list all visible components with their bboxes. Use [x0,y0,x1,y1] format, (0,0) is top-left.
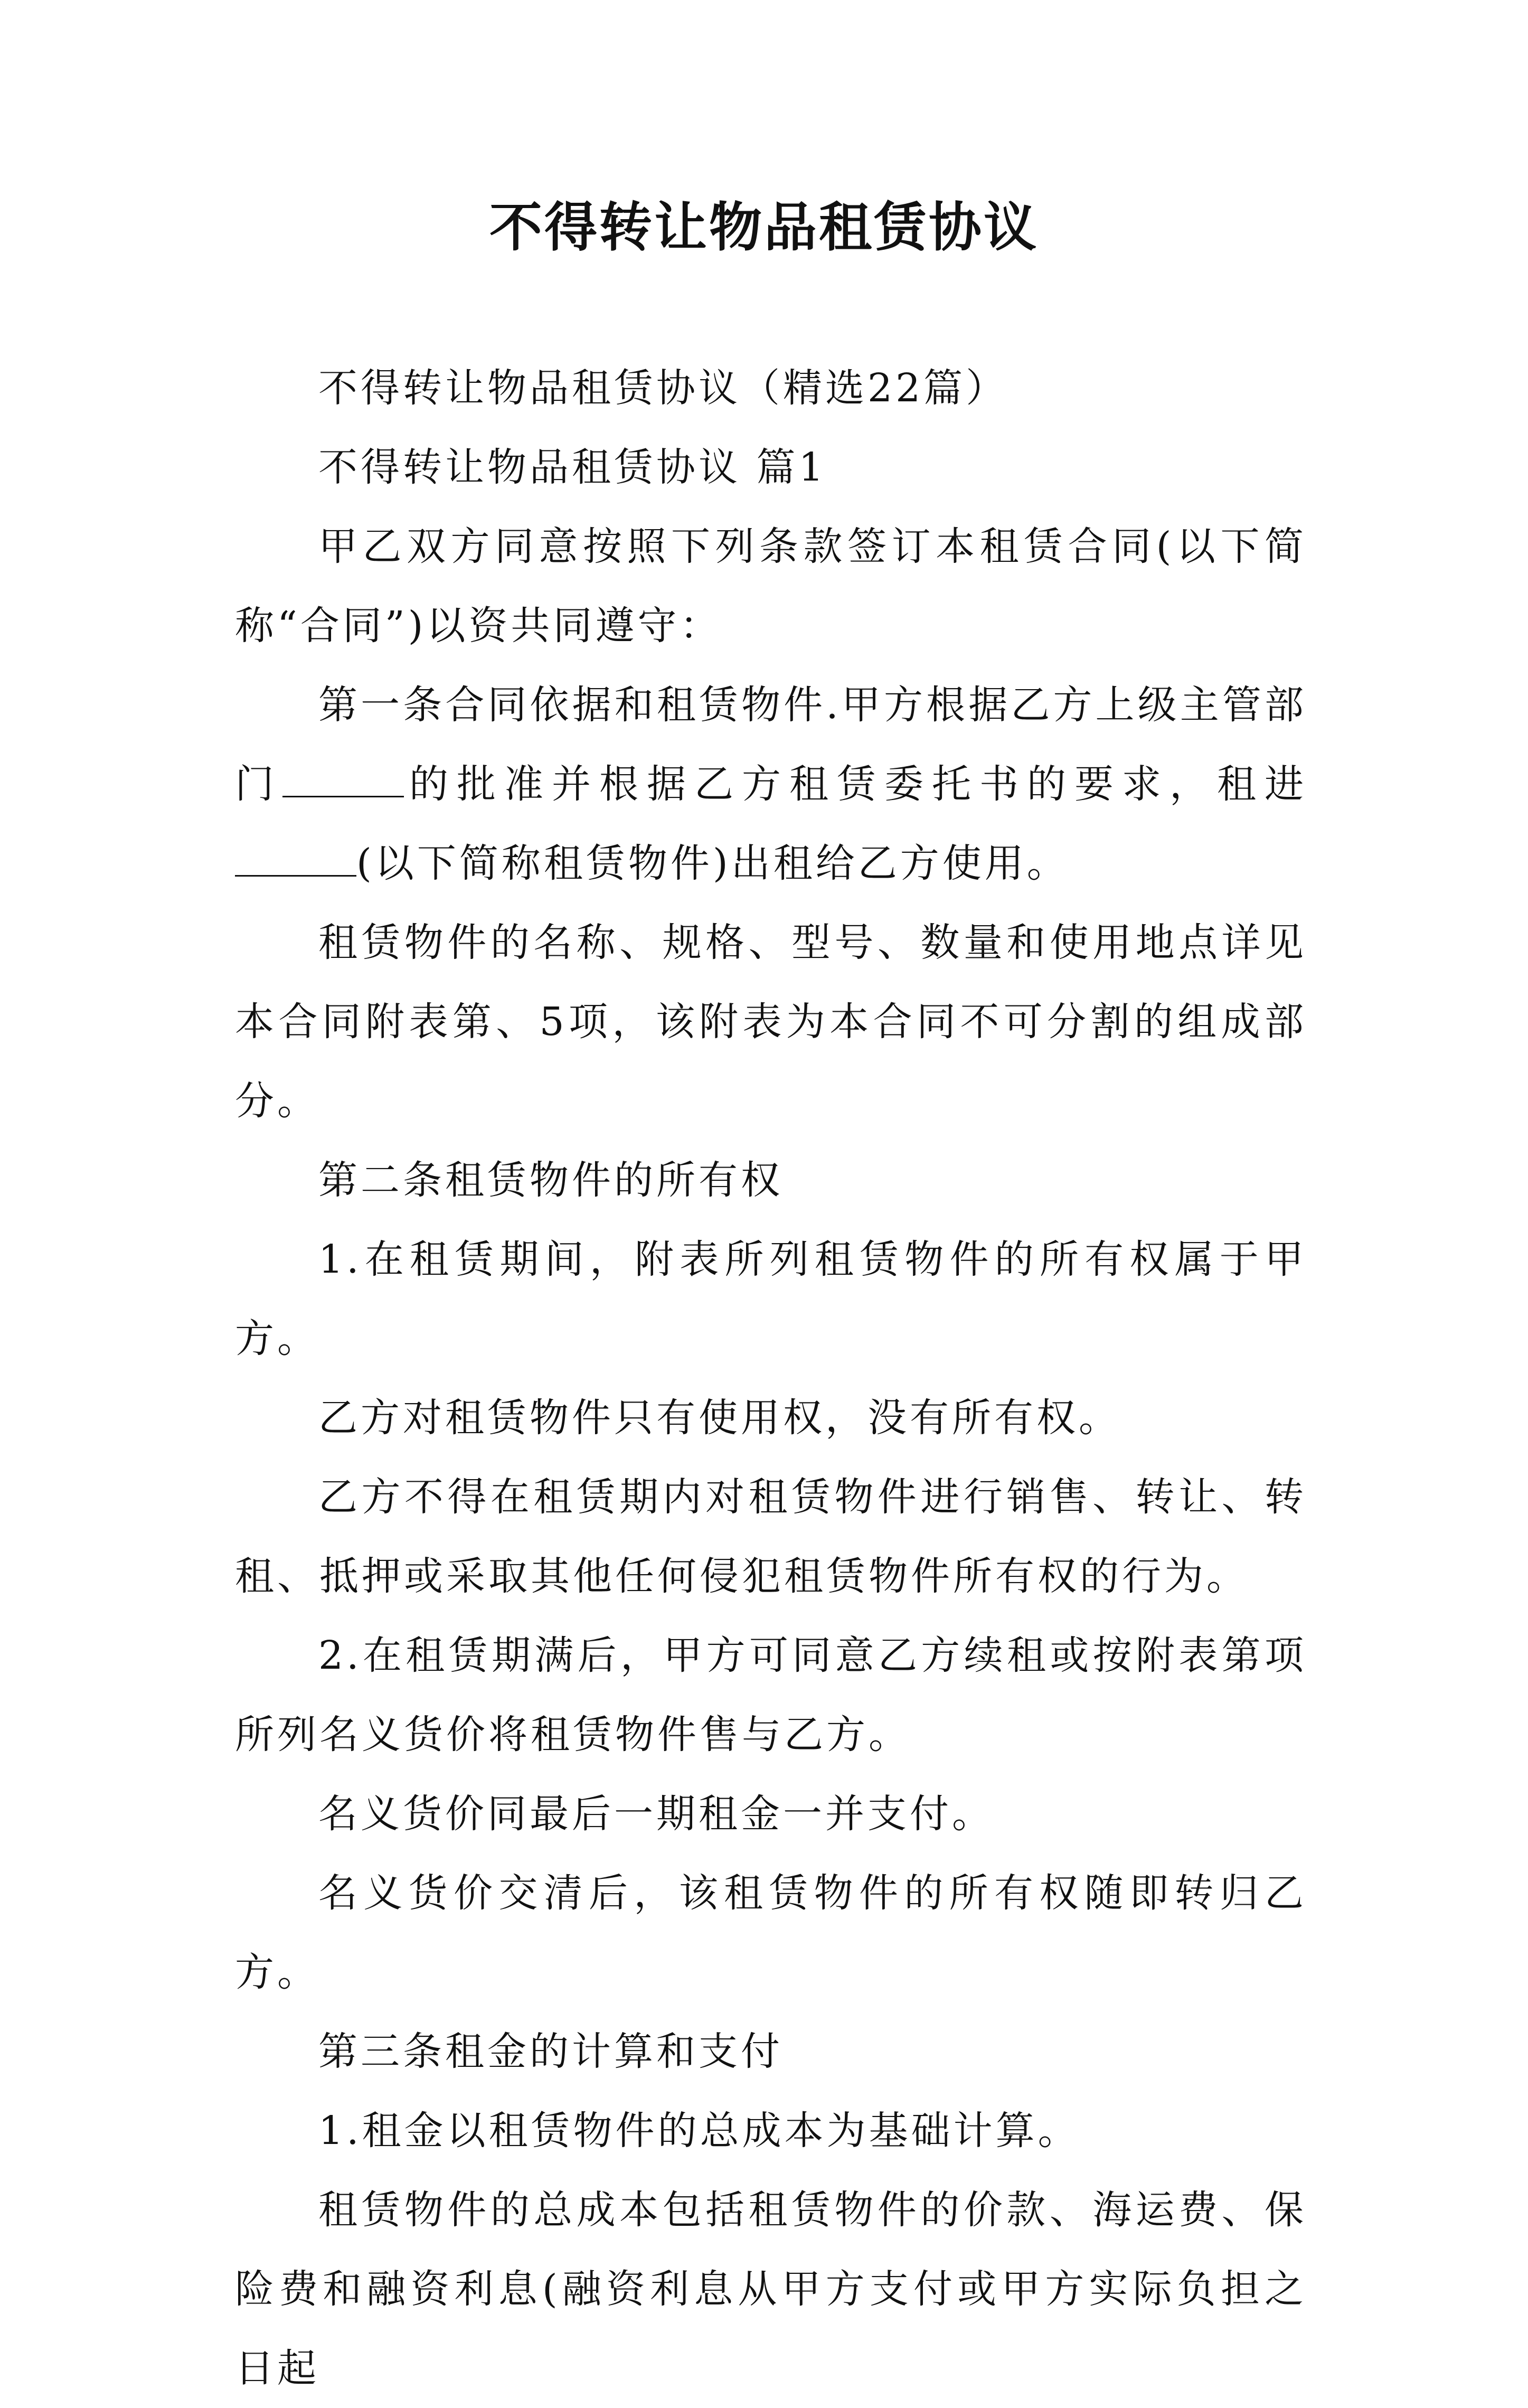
paragraph-no-transfer: 乙方不得在租赁期内对租赁物件进行销售、转让、转租、抵押或采取其他任何侵犯租赁物件所有权的行为。 [235,1474,1307,1599]
fill-blank-item [235,843,356,877]
paragraph-subtitle: 不得转让物品租赁协议（精选22篇） [318,365,1008,411]
article-1-text-a: 第一条合同依据和租赁物件.甲方根据乙方上级主管部门 [235,682,1307,807]
paragraph-item-details: 租赁物件的名称、规格、型号、数量和使用地点详见本合同附表第、5项，该附表为本合同不可分割的组成部分。 [235,920,1307,1124]
document-body [235,349,1307,2408]
article-1-text-b: 的批准并根据乙方租赁委托书的要求，租进 [404,761,1307,807]
paragraph-rent-basis: 1.租金以租赁物件的总成本为基础计算。 [318,2108,1080,2153]
paragraph-nominal-price: 名义货价同最后一期租金一并支付。 [318,1791,994,1837]
paragraph-ownership-1: 1.在租赁期间，附表所列租赁物件的所有权属于甲方。 [235,1237,1307,1361]
paragraph-preamble: 甲乙双方同意按照下列条款签订本租赁合同(以下简称“合同”)以资共同遵守： [235,524,1307,648]
paragraph-ownership-2: 2.在租赁期满后，甲方可同意乙方续租或按附表第项所列名义货价将租赁物件售与乙方。 [235,1633,1307,1757]
fill-blank-department [282,764,404,797]
paragraph-article-2-heading: 第二条租赁物件的所有权 [318,1158,783,1203]
paragraph-section-heading: 不得转让物品租赁协议 篇1 [318,445,827,490]
paragraph-ownership-transfer: 名义货价交清后，该租赁物件的所有权随即转归乙方。 [235,1870,1307,1995]
paragraph-article-1 [235,665,1307,903]
paragraph-article-3-heading: 第三条租金的计算和支付 [318,2029,783,2074]
paragraph-usage-right: 乙方对租赁物件只有使用权，没有所有权。 [318,1395,1121,1441]
article-1-text-c: (以下简称租赁物件)出租给乙方使用。 [356,841,1069,886]
document-title: 不得转让物品租赁协议 [489,196,1039,258]
paragraph-total-cost: 租赁物件的总成本包括租赁物件的价款、海运费、保险费和融资利息(融资利息从甲方支付或甲方实际负担之日起 [235,2187,1307,2391]
